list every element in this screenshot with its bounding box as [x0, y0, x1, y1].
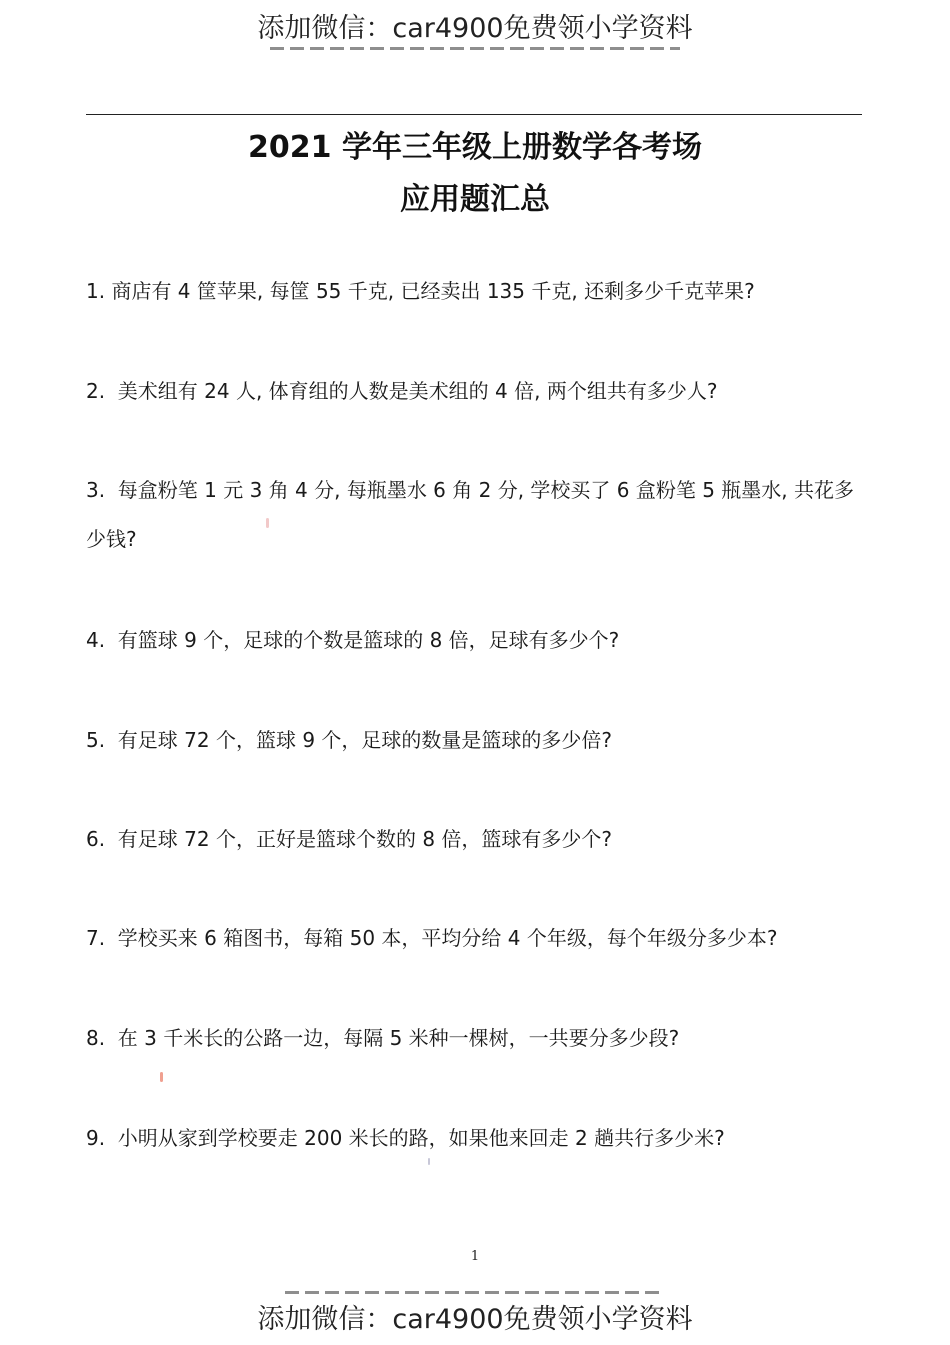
question-6: 6. 有足球 72 个，正好是篮球个数的 8 倍，篮球有多少个? — [86, 827, 613, 851]
scan-speck — [428, 1158, 430, 1165]
scan-speck — [266, 518, 269, 528]
watermark-top: 添加微信：car4900免费领小学资料 — [257, 13, 693, 44]
question-8: 8. 在 3 千米长的公路一边，每隔 5 米种一棵树，一共要分多少段? — [86, 1026, 680, 1050]
document-subtitle: 应用题汇总 — [400, 182, 550, 217]
document-title: 2021 学年三年级上册数学各考场 — [248, 130, 702, 165]
question-9: 9. 小明从家到学校要走 200 米长的路，如果他来回走 2 趟共行多少米? — [86, 1126, 725, 1150]
question-3: 3. 每盒粉笔 1 元 3 角 4 分, 每瓶墨水 6 角 2 分, 学校买了 6 盒粉笔 5 瓶墨水, 共花多少钱? — [86, 478, 855, 551]
watermark-bottom: 添加微信：car4900免费领小学资料 — [257, 1304, 693, 1335]
question-5: 5. 有足球 72 个，篮球 9 个，足球的数量是篮球的多少倍? — [86, 728, 613, 752]
question-1: 1. 商店有 4 筐苹果, 每筐 55 千克, 已经卖出 135 千克, 还剩多少千克苹果? — [86, 279, 755, 303]
question-2: 2. 美术组有 24 人, 体育组的人数是美术组的 4 倍, 两个组共有多少人? — [86, 379, 718, 403]
question-7: 7. 学校买来 6 箱图书，每箱 50 本，平均分给 4 个年级，每个年级分多少本? — [86, 926, 778, 950]
faded-header-text — [270, 44, 680, 54]
page-number: 1 — [470, 1249, 480, 1264]
question-4: 4. 有篮球 9 个，足球的个数是篮球的 8 倍，足球有多少个? — [86, 628, 620, 652]
header-rule — [86, 114, 862, 115]
scan-speck — [160, 1072, 163, 1082]
